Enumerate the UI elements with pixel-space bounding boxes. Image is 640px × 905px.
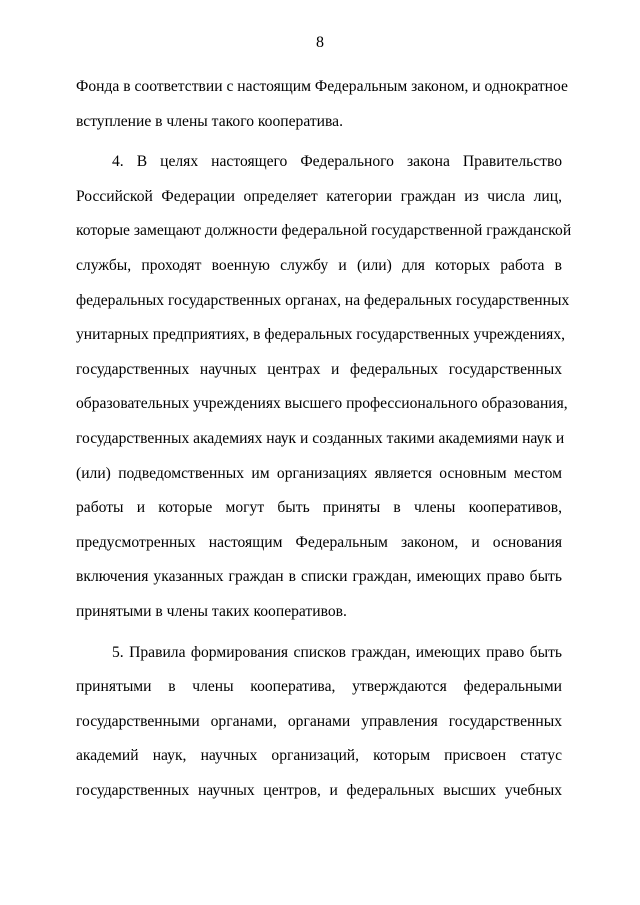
page-number: 8 <box>316 34 324 51</box>
text-line: принятыми в члены таких кооперативов. <box>76 602 347 620</box>
text-line: государственных научных центров, и федеральных высших учебных <box>76 781 562 799</box>
text-line: включения указанных граждан в списки граждан, имеющих право быть <box>76 568 562 586</box>
paragraph-continued <box>76 70 568 139</box>
text-line: Российской Федерации определяет категории граждан из числа лиц, <box>76 187 562 205</box>
text-line: 4. В целях настоящего Федерального закона Правительство <box>112 153 562 171</box>
text-line: академий наук, научных организаций, которым присвоен статус <box>76 747 562 765</box>
text-line: службы, проходят военную службу и (или) для которых работа в <box>76 256 562 274</box>
text-line: государственными органами, органами управления государственных <box>76 712 562 730</box>
text-line: вступление в члены такого кооператива. <box>76 112 343 130</box>
paragraph-4 <box>76 145 572 629</box>
text-line: предусмотренных настоящим Федеральным законом, и основания <box>76 533 562 551</box>
text-line: федеральных государственных органах, на федеральных государственных <box>76 291 570 309</box>
text-line: работы и которые могут быть приняты в члены кооперативов, <box>76 499 562 517</box>
text-line: образовательных учреждениях высшего профессионального образования, <box>76 395 568 413</box>
paragraph-5 <box>76 636 562 809</box>
text-line: Фонда в соответствии с настоящим Федеральным законом, и однократное <box>76 78 568 95</box>
text-line: (или) подведомственных им организациях является основным местом <box>76 464 562 482</box>
text-line: принятыми в члены кооператива, утверждаются федеральными <box>76 678 562 696</box>
document-body <box>76 70 572 808</box>
text-line: которые замещают должности федеральной государственной гражданской <box>76 222 572 240</box>
text-line: государственных академиях наук и созданных такими академиями наук и <box>76 429 565 447</box>
text-line: 5. Правила формирования списков граждан, имеющих право быть <box>112 643 562 661</box>
text-line: унитарных предприятиях, в федеральных государственных учреждениях, <box>76 326 566 344</box>
text-line: государственных научных центрах и федеральных государственных <box>76 360 562 378</box>
